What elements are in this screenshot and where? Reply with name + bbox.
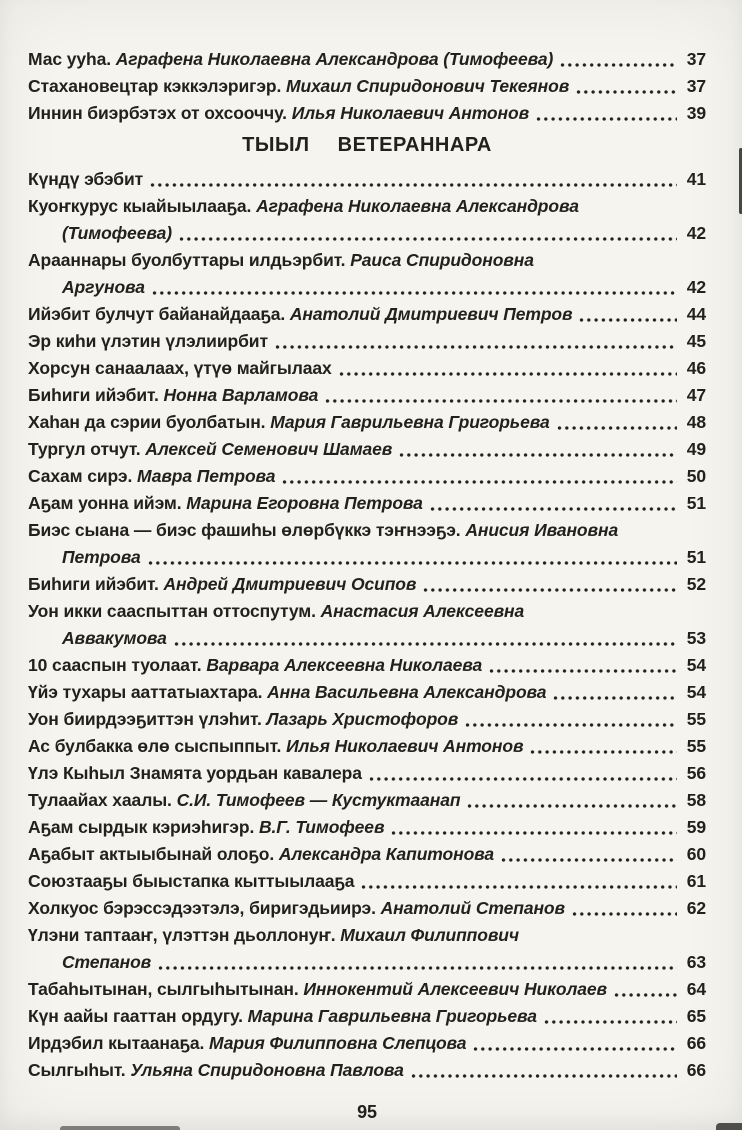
entry-author: Андрей Дмитриевич Осипов: [163, 574, 417, 594]
dot-leader: [572, 911, 677, 917]
entry-title: Аҕам сырдык кэриэһигэр.: [28, 817, 255, 837]
entry-title: Хаһан да сэрии буолбатын.: [28, 412, 266, 432]
entry-title: Хорсун санаалаах, үтүө майгылаах: [28, 358, 332, 378]
entry-author: Ульяна Спиридоновна Павлова: [130, 1060, 404, 1080]
dot-leader: [275, 344, 677, 350]
entry-author: Мавра Петрова: [137, 466, 276, 486]
entry-title: Мас ууһа.: [28, 49, 111, 69]
entry-page-number: 45: [686, 331, 706, 351]
entry-text: [28, 436, 392, 463]
toc-entry: [28, 100, 706, 127]
entry-text: [62, 949, 151, 976]
toc-entry: [28, 73, 706, 100]
entry-text: [28, 841, 494, 868]
entry-page-number: 55: [686, 736, 706, 756]
entry-text: [28, 328, 268, 355]
entry-text: [28, 382, 318, 409]
toc-entry: [28, 1057, 706, 1084]
toc-list-top: [28, 46, 706, 127]
entry-text: [28, 787, 460, 814]
dot-leader: [557, 425, 677, 431]
entry-author: Мария Филипповна Слепцова: [209, 1033, 467, 1053]
entry-text: [28, 463, 275, 490]
dot-leader: [391, 830, 677, 836]
toc-entry: [28, 1003, 706, 1030]
toc-entry: [28, 895, 706, 922]
entry-page-number: 46: [686, 358, 706, 378]
dot-leader: [150, 182, 677, 188]
toc-list-main: [28, 166, 706, 1084]
entry-text: [62, 544, 141, 571]
entry-page-number: 64: [686, 979, 706, 999]
entry-author: (Тимофеева): [62, 223, 172, 243]
toc-entry: [28, 46, 706, 73]
toc-entry: [28, 760, 706, 787]
entry-page-number: 65: [686, 1006, 706, 1026]
entry-text: [28, 301, 572, 328]
entry-text: [28, 1030, 466, 1057]
section-heading: ТЫЫЛ ВЕТЕРАННАРА: [242, 134, 492, 156]
dot-leader: [179, 236, 677, 242]
entry-first-line: [28, 517, 706, 544]
entry-text: [28, 652, 482, 679]
entry-page-number: 47: [686, 385, 706, 405]
page-number: 95: [357, 1102, 377, 1122]
toc-entry: [28, 733, 706, 760]
entry-author: Михаил Спиридонович Текеянов: [286, 76, 570, 96]
toc-entry: [28, 922, 706, 976]
entry-title: Ийэбит булчут байанайдааҕа.: [28, 304, 286, 324]
entry-page-number: 59: [686, 817, 706, 837]
entry-page-number: 52: [686, 574, 706, 594]
dot-leader: [553, 695, 677, 701]
toc-entry: [28, 166, 706, 193]
entry-title: Күндү эбэбит: [28, 169, 144, 189]
entry-author: Илья Николаевич Антонов: [291, 103, 530, 123]
entry-author: Анатолий Степанов: [380, 898, 565, 918]
entry-page-number: 41: [686, 169, 706, 189]
dot-leader: [576, 89, 677, 95]
entry-author: Анатолий Дмитриевич Петров: [289, 304, 573, 324]
entry-text: [28, 760, 362, 787]
entry-text: [28, 895, 565, 922]
toc-entry: [28, 328, 706, 355]
entry-title: Тургул отчут.: [28, 439, 141, 459]
entry-title: Биһиги ийэбит.: [28, 385, 159, 405]
entry-text: [28, 868, 354, 895]
entry-author: Марина Гаврильевна Григорьева: [247, 1006, 537, 1026]
entry-page-number: 58: [686, 790, 706, 810]
entry-title: Уон биирдээҕиттэн үлэһит.: [28, 709, 262, 729]
dot-leader: [465, 722, 677, 728]
dot-leader: [467, 803, 677, 809]
entry-author: Александра Капитонова: [278, 844, 495, 864]
entry-title: Эр киһи үлэтин үлэлиирбит: [28, 331, 268, 351]
dot-leader: [536, 116, 677, 122]
entry-author: Алексей Семенович Шамаев: [145, 439, 393, 459]
entry-page-number: 60: [686, 844, 706, 864]
entry-text: [28, 1003, 537, 1030]
toc-entry: [28, 301, 706, 328]
entry-text: [28, 706, 458, 733]
entry-author: Нонна Варламова: [163, 385, 319, 405]
toc-entry: [28, 517, 706, 571]
dot-leader: [501, 857, 677, 863]
entry-page-number: 53: [686, 628, 706, 648]
entry-title: Табаһытынан, сылгыһытынан.: [28, 979, 299, 999]
entry-title: Биэс сыана — биэс фашиһы өлөрбүккэ тэҥнээҕэ.: [28, 520, 461, 540]
entry-text: [28, 976, 607, 1003]
entry-author: Анисия Ивановна: [465, 520, 619, 540]
entry-author: Михаил Филиппович: [340, 925, 519, 945]
entry-text: [28, 571, 416, 598]
dot-leader: [423, 587, 677, 593]
toc-entry: [28, 382, 706, 409]
entry-author: С.И. Тимофеев — Кустуктаанап: [176, 790, 461, 810]
entry-page-number: 37: [686, 76, 706, 96]
entry-page-number: 48: [686, 412, 706, 432]
toc-entry: [28, 652, 706, 679]
entry-author: Степанов: [62, 952, 152, 972]
entry-title: Ас булбакка өлө сыспыппыт.: [28, 736, 282, 756]
entry-title: Аҕабыт актыыбынай олоҕо.: [28, 844, 275, 864]
entry-page-number: 55: [686, 709, 706, 729]
dot-leader: [325, 398, 677, 404]
entry-page-number: 54: [686, 655, 706, 675]
entry-title: Арааннары буолбуттары илдьэрбит.: [28, 250, 346, 270]
entry-page-number: 56: [686, 763, 706, 783]
entry-title: Үйэ тухары ааттатыахтара.: [28, 682, 263, 702]
entry-first-line: [28, 193, 706, 220]
entry-text: [28, 733, 523, 760]
dot-leader: [361, 884, 677, 890]
entry-text: [28, 679, 546, 706]
entry-author: Раиса Спиридоновна: [350, 250, 534, 270]
entry-author: Лазарь Христофоров: [266, 709, 459, 729]
entry-author: Анна Васильевна Александрова: [267, 682, 547, 702]
entry-page-number: 42: [686, 223, 706, 243]
dot-leader: [579, 317, 677, 323]
scan-artifact-bottom-left: [60, 1126, 180, 1130]
entry-author: Мария Гаврильевна Григорьева: [270, 412, 550, 432]
entry-author: Варвара Алексеевна Николаева: [206, 655, 483, 675]
entry-title: Союзтааҕы быыстапка кыттыылааҕа: [28, 871, 355, 891]
entry-title: 10 сааспын туолаат.: [28, 655, 202, 675]
entry-text: [28, 46, 553, 73]
dot-leader: [158, 965, 677, 971]
entry-text: [28, 100, 529, 127]
dot-leader: [174, 641, 677, 647]
entry-text: [28, 1057, 404, 1084]
dot-leader: [489, 668, 677, 674]
dot-leader: [399, 452, 677, 458]
dot-leader: [282, 479, 677, 485]
dot-leader: [339, 371, 677, 377]
entry-title: Стахановецтар кэккэлэригэр.: [28, 76, 282, 96]
entry-title: Ирдэбил кытаанаҕа.: [28, 1033, 205, 1053]
entry-page-number: 51: [686, 493, 706, 513]
entry-first-line: [28, 598, 706, 625]
entry-page-number: 49: [686, 439, 706, 459]
entry-title: Аҕам уонна ийэм.: [28, 493, 182, 513]
toc-entry: [28, 409, 706, 436]
toc-entry: [28, 490, 706, 517]
entry-author: Аргунова: [62, 277, 145, 297]
entry-page-number: 66: [686, 1060, 706, 1080]
toc-entry: [28, 976, 706, 1003]
entry-title: Куоҥкурус кыайыылааҕа.: [28, 196, 252, 216]
dot-leader: [369, 776, 677, 782]
dot-leader: [560, 62, 677, 68]
entry-title: Сахам сирэ.: [28, 466, 133, 486]
toc-entry: [28, 193, 706, 247]
entry-text: [28, 355, 332, 382]
entry-page-number: 61: [686, 871, 706, 891]
toc-entry: [28, 598, 706, 652]
entry-page-number: 44: [686, 304, 706, 324]
dot-leader: [152, 290, 677, 296]
entry-text: [28, 409, 550, 436]
entry-first-line: [28, 922, 706, 949]
entry-author: Илья Николаевич Антонов: [286, 736, 524, 756]
entry-author: Петрова: [62, 547, 141, 567]
entry-text: [62, 220, 172, 247]
entry-title: Тулаайах хаалы.: [28, 790, 172, 810]
dot-leader: [614, 992, 677, 998]
entry-author: Аграфена Николаевна Александрова (Тимофеева): [115, 49, 554, 69]
entry-title: Иннин биэрбэтэх от охсооччу.: [28, 103, 287, 123]
entry-page-number: 37: [686, 49, 706, 69]
entry-page-number: 63: [686, 952, 706, 972]
toc-entry: [28, 247, 706, 301]
entry-author: В.Г. Тимофеев: [258, 817, 385, 837]
entry-text: [28, 73, 569, 100]
entry-title: Күн аайы гааттан ордугу.: [28, 1006, 243, 1026]
entry-page-number: 62: [686, 898, 706, 918]
entry-title: Уон икки сааспыттан оттоспутум.: [28, 601, 316, 621]
dot-leader: [411, 1073, 677, 1079]
toc-entry: [28, 841, 706, 868]
entry-page-number: 54: [686, 682, 706, 702]
entry-author: Иннокентий Алексеевич Николаев: [303, 979, 607, 999]
entry-text: [62, 625, 167, 652]
entry-title: Холкуос бэрэссэдээтэлэ, биригэдьиирэ.: [28, 898, 376, 918]
toc-entry: [28, 571, 706, 598]
dot-leader: [530, 749, 677, 755]
entry-author: Аграфена Николаевна Александрова: [256, 196, 579, 216]
dot-leader: [473, 1046, 677, 1052]
entry-author: Анастасия Алексеевна: [320, 601, 525, 621]
entry-page-number: 50: [686, 466, 706, 486]
entry-page-number: 42: [686, 277, 706, 297]
dot-leader: [430, 506, 677, 512]
toc-entry: [28, 706, 706, 733]
entry-title: Үлэни таптааҥ, үлэттэн дьоллонуҥ.: [28, 925, 336, 945]
toc-entry: [28, 814, 706, 841]
entry-title: Сылгыһыт.: [28, 1060, 126, 1080]
entry-author: Марина Егоровна Петрова: [186, 493, 423, 513]
entry-author: Аввакумова: [62, 628, 167, 648]
toc-entry: [28, 868, 706, 895]
toc-entry: [28, 436, 706, 463]
entry-text: [62, 274, 145, 301]
entry-page-number: 39: [686, 103, 706, 123]
entry-title: Үлэ Кыһыл Знамята уордьан кавалера: [28, 763, 362, 783]
page-footer: [28, 1099, 706, 1126]
entry-text: [28, 814, 384, 841]
entry-page-number: 51: [686, 547, 706, 567]
toc-entry: [28, 1030, 706, 1057]
toc-entry: [28, 463, 706, 490]
toc-entry: [28, 679, 706, 706]
toc-entry: [28, 355, 706, 382]
entry-first-line: [28, 247, 706, 274]
entry-text: [28, 490, 423, 517]
scan-artifact-bottom-right: [716, 1123, 742, 1130]
toc-entry: [28, 787, 706, 814]
entry-text: [28, 166, 143, 193]
entry-title: Биһиги ийэбит.: [28, 574, 159, 594]
dot-leader: [148, 560, 677, 566]
dot-leader: [544, 1019, 677, 1025]
entry-page-number: 66: [686, 1033, 706, 1053]
